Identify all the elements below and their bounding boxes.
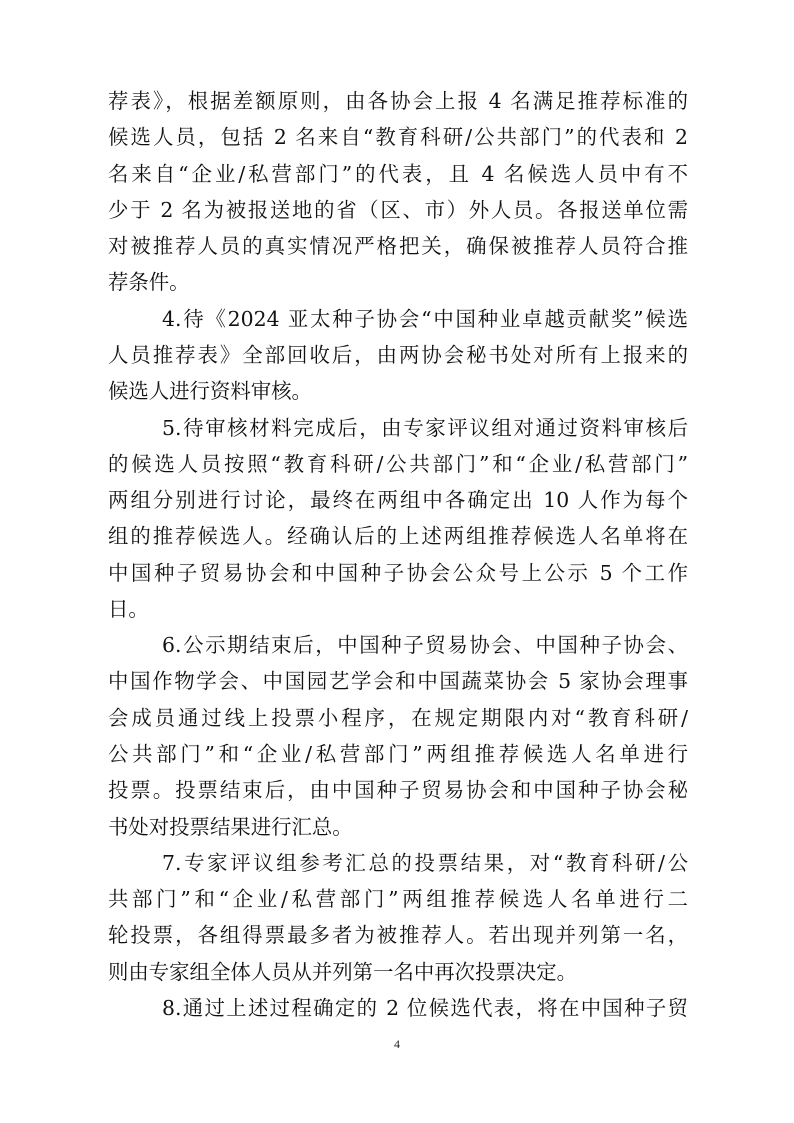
text-line: 组的推荐候选人。经确认后的上述两组推荐候选人名单将在	[108, 524, 688, 548]
text-line: 书处对投票结果进行汇总。	[108, 815, 353, 839]
text-line: 中国作物学会、中国园艺学会和中国蔬菜协会 5 家协会理事	[108, 669, 688, 693]
text-line: 人员推荐表》全部回收后，由两协会秘书处对所有上报来的	[108, 343, 688, 367]
text-line: 5.待审核材料完成后，由专家评议组对通过资料审核后	[162, 416, 688, 440]
text-line: 则由专家组全体人员从并列第一名中再次投票决定。	[108, 960, 577, 984]
text-line: 对被推荐人员的真实情况严格把关，确保被推荐人员符合推	[108, 234, 688, 258]
text-line: 的候选人员按照“教育科研/公共部门”和“企业/私营部门”	[108, 452, 688, 476]
text-line: 共部门”和“企业/私营部门”两组推荐候选人名单进行二	[108, 887, 688, 911]
text-line: 投票。投票结束后，由中国种子贸易协会和中国种子协会秘	[108, 778, 688, 802]
text-line: 8.通过上述过程确定的 2 位候选代表，将在中国种子贸	[162, 996, 688, 1020]
page-number: 4	[394, 1037, 400, 1051]
text-line: 4.待《2024 亚太种子协会“中国种业卓越贡献奖”候选	[162, 307, 688, 331]
text-line: 候选人员，包括 2 名来自“教育科研/公共部门”的代表和 2	[108, 125, 688, 149]
text-line: 日。	[108, 597, 149, 621]
text-line: 轮投票，各组得票最多者为被推荐人。若出现并列第一名，	[108, 923, 688, 947]
text-line: 候选人进行资料审核。	[108, 379, 312, 403]
text-line: 中国种子贸易协会和中国种子协会公众号上公示 5 个工作	[108, 561, 688, 585]
text-line: 荐表》，根据差额原则，由各协会上报 4 名满足推荐标准的	[108, 89, 688, 113]
text-line: 会成员通过线上投票小程序，在规定期限内对“教育科研/	[108, 706, 688, 730]
text-line: 名来自“企业/私营部门”的代表，且 4 名候选人员中有不	[108, 162, 688, 186]
text-line: 少于 2 名为被报送地的省（区、市）外人员。各报送单位需	[108, 198, 688, 222]
text-line: 荐条件。	[108, 270, 190, 294]
text-line: 两组分别进行讨论，最终在两组中各确定出 10 人作为每个	[108, 488, 688, 512]
text-line: 7.专家评议组参考汇总的投票结果，对“教育科研/公	[162, 851, 688, 875]
text-line: 6.公示期结束后，中国种子贸易协会、中国种子协会、	[162, 633, 688, 657]
text-line: 公共部门”和“企业/私营部门”两组推荐候选人名单进行	[108, 742, 688, 766]
